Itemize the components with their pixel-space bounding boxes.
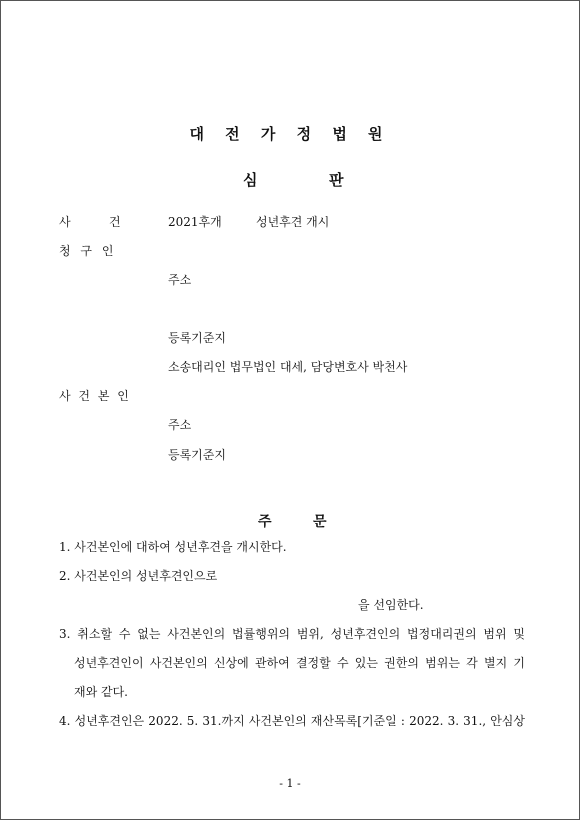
case-label-char-2: 건 xyxy=(109,215,121,229)
doc-type-right: 판 xyxy=(329,171,344,189)
principal-registry-label: 등록기준지 xyxy=(168,448,226,462)
case-number: 2021후개 xyxy=(168,215,222,229)
order-item-4-line-1: 4. 성년후견인은 2022. 5. 31.까지 사건본인의 재산목록[기준일 : 2022. 3. 31., 안심상 xyxy=(59,714,525,728)
order-item-2: 2. 사건본인의 성년후견인으로 xyxy=(59,569,218,583)
order-item-3-line-1: 3. 취소할 수 없는 사건본인의 법률행위의 범위, 성년후견인의 법정대리권의 범위 및 xyxy=(59,627,525,641)
order-item-3-line-3: 재와 같다. xyxy=(74,685,128,699)
petitioner-address-label: 주소 xyxy=(168,273,192,287)
order-item-3-line-2: 성년후견인이 사건본인의 신상에 관하여 결정할 수 있는 권한의 범위는 각 별지 기 xyxy=(74,656,525,670)
case-label-char-1: 사 xyxy=(59,215,71,229)
court-name: 대 전 가 정 법 원 xyxy=(189,125,391,143)
order-heading-left: 주 xyxy=(258,514,272,530)
order-item-2-continuation: 을 선임한다. xyxy=(358,598,424,612)
petitioner-label: 청 구 인 xyxy=(59,244,117,258)
doc-type-left: 심 xyxy=(243,171,258,189)
principal-address-label: 주소 xyxy=(168,418,192,432)
case-name: 성년후견 개시 xyxy=(256,215,330,229)
order-heading-right: 문 xyxy=(313,514,327,530)
petitioner-agent: 소송대리인 법무법인 대세, 담당변호사 박천사 xyxy=(168,360,408,374)
petitioner-registry-label: 등록기준지 xyxy=(168,331,226,345)
order-item-1: 1. 사건본인에 대하여 성년후견을 개시한다. xyxy=(59,540,287,554)
page-number: - 1 - xyxy=(279,777,301,790)
principal-label: 사 건 본 인 xyxy=(59,389,131,403)
